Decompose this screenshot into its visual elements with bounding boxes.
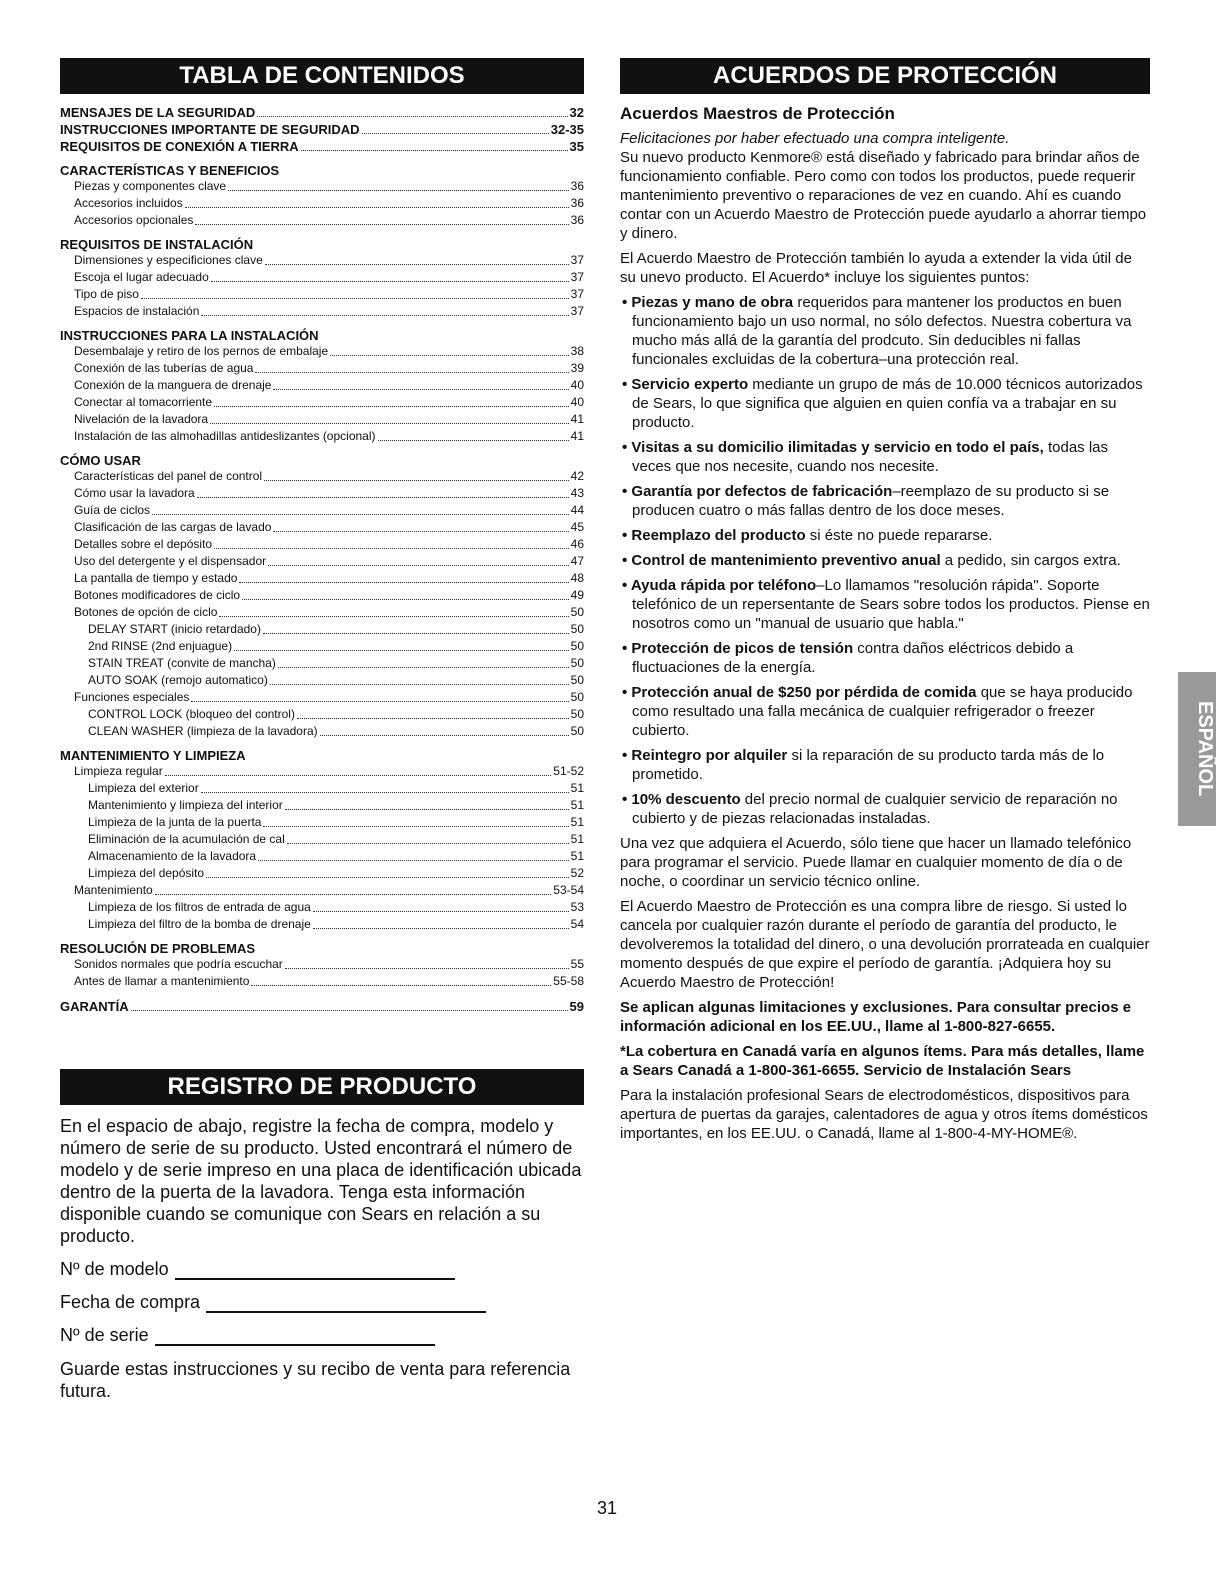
registro-field: Fecha de compra <box>60 1292 584 1313</box>
toc-entry: Sonidos normales que podría escuchar 55 <box>74 957 584 971</box>
acuerdos-subtitle: Acuerdos Maestros de Protección <box>620 104 895 123</box>
toc-entry: Accesorios incluidos 36 <box>74 196 584 210</box>
toc-entry: Limpieza del depósito 52 <box>88 866 584 880</box>
congrats-text: Felicitaciones por haber efectuado una compra inteligente. <box>620 130 1010 147</box>
toc-entry: Nivelación de la lavadora 41 <box>74 412 584 426</box>
benefit-item: • Servicio experto mediante un grupo de más de 10.000 técnicos autorizados de Sears, lo que significa que alguien en quien confía va a trabajar en su producto. <box>622 376 1143 431</box>
toc-entry: Almacenamiento de la lavadora 51 <box>88 849 584 863</box>
toc-entry: Espacios de instalación 37 <box>74 304 584 318</box>
toc-entry: Botones modificadores de ciclo 49 <box>74 588 584 602</box>
registro-intro: En el espacio de abajo, registre la fecha de compra, modelo y número de serie de su producto. Usted encontrará el número de modelo y de serie impreso en una placa de identificación ubicada dentro de la puerta de la lavadora. Tenga esta información disponible cuando se comunique con Sears en relación a su producto. <box>60 1116 582 1246</box>
registro-field: Nº de serie <box>60 1325 584 1346</box>
registro-footer: Guarde estas instrucciones y su recibo de venta para referencia futura. <box>60 1359 571 1401</box>
benefit-item: • Control de mantenimiento preventivo anual a pedido, sin cargos extra. <box>622 552 1121 569</box>
toc-entry: Mantenimiento 53-54 <box>74 883 584 897</box>
toc-entry: Conectar al tomacorriente 40 <box>74 395 584 409</box>
benefit-item: • Reemplazo del producto si éste no puede repararse. <box>622 527 993 544</box>
benefit-item: • Garantía por defectos de fabricación–reemplazo de su producto si se producen cuatro o más fallas dentro de los doce meses. <box>622 483 1110 519</box>
toc-section-heading: CÓMO USAR <box>60 453 141 468</box>
toc-entry: DELAY START (inicio retardado) 50 <box>88 622 584 636</box>
toc-entry: Instalación de las almohadillas antideslizantes (opcional) 41 <box>74 429 584 443</box>
toc-entry: CONTROL LOCK (bloqueo del control) 50 <box>88 707 584 721</box>
toc-entry: STAIN TREAT (convite de mancha) 50 <box>88 656 584 670</box>
toc-entry: Limpieza del filtro de la bomba de drenaje 54 <box>88 917 584 931</box>
benefit-item: • Protección anual de $250 por pérdida de comida que se haya producido como resultado una falla mecánica de cualquier refrigerador o freezer cubierto. <box>622 684 1133 739</box>
benefit-item: • Visitas a su domicilio ilimitadas y servicio en todo el país, todas las veces que nos necesite, cuando nos necesite. <box>622 439 1109 475</box>
toc-entry: La pantalla de tiempo y estado 48 <box>74 571 584 585</box>
toc-entry: Accesorios opcionales 36 <box>74 213 584 227</box>
toc-section-heading: RESOLUCIÓN DE PROBLEMAS <box>60 941 256 956</box>
side-tab: ESPAÑOL <box>1178 672 1216 826</box>
toc-entry: Uso del detergente y el dispensador 47 <box>74 554 584 568</box>
limitations-note: Se aplican algunas limitaciones y exclusiones. Para consultar precios e información adicional en los EE.UU., llame al 1-800-827-6655. <box>620 999 1132 1035</box>
toc-entry: REQUISITOS DE CONEXIÓN A TIERRA 35 <box>60 139 584 154</box>
toc-section-heading: CARACTERÍSTICAS Y BENEFICIOS <box>60 163 280 178</box>
toc-entry: Limpieza del exterior 51 <box>88 781 584 795</box>
toc-title: TABLA DE CONTENIDOS <box>60 58 584 94</box>
toc-entry: Limpieza regular 51-52 <box>74 764 584 778</box>
paragraph-2: El Acuerdo Maestro de Protección también lo ayuda a extender la vida útil de su unevo producto. El Acuerdo* incluye los siguientes puntos: <box>620 250 1132 286</box>
toc-entry: Conexión de la manguera de drenaje 40 <box>74 378 584 392</box>
toc-entry: Escoja el lugar adecuado 37 <box>74 270 584 284</box>
toc-entry: Conexión de las tuberías de agua 39 <box>74 361 584 375</box>
toc-entry: CLEAN WASHER (limpieza de la lavadora) 50 <box>88 724 584 738</box>
toc-entry: Limpieza de los filtros de entrada de agua 53 <box>88 900 584 914</box>
registro-title: REGISTRO DE PRODUCTO <box>60 1069 584 1105</box>
toc-section-heading: MANTENIMIENTO Y LIMPIEZA <box>60 748 246 763</box>
toc-entry: Desembalaje y retiro de los pernos de embalaje 38 <box>74 344 584 358</box>
toc-entry: GARANTÍA 59 <box>60 999 584 1014</box>
toc-entry: Limpieza de la junta de la puerta 51 <box>88 815 584 829</box>
toc-entry: Funciones especiales 50 <box>74 690 584 704</box>
paragraph-4: El Acuerdo Maestro de Protección es una compra libre de riesgo. Si usted lo cancela por cualquier razón durante el período de garantía del producto, le devolveremos la totalidad del dinero, o una devolución prorrateada en cualquier momento después de que expire el período de garantía. ¡Adquiera hoy su Acuerdo Maestro de Protección! <box>620 898 1150 991</box>
toc-entry: AUTO SOAK (remojo automatico) 50 <box>88 673 584 687</box>
toc-entry: Botones de opción de ciclo 50 <box>74 605 584 619</box>
benefit-list <box>620 293 1150 828</box>
table-of-contents <box>60 104 584 1015</box>
benefit-item: • Protección de picos de tensión contra daños eléctricos debido a fluctuaciones de la energía. <box>622 640 1074 676</box>
toc-entry: Cómo usar la lavadora 43 <box>74 486 584 500</box>
benefit-item: • Reintegro por alquiler si la reparación de su producto tarda más de lo prometido. <box>622 747 1105 783</box>
paragraph-1: Su nuevo producto Kenmore® está diseñado y fabricado para brindar años de funcionamiento confiable. Pero como con todos los productos, puede requerir mantenimiento preventivo o reparaciones de vez en cuando. Ahí es cuando contar con un Acuerdo Maestro de Protección puede ayudarlo a ahorrar tiempo y dinero. <box>620 149 1147 242</box>
benefit-item: • 10% descuento del precio normal de cualquier servicio de reparación no cubierto y de piezas relacionadas instaladas. <box>622 791 1118 827</box>
toc-section-heading: REQUISITOS DE INSTALACIÓN <box>60 237 254 252</box>
registro-fields <box>60 1259 584 1346</box>
toc-entry: Tipo de piso 37 <box>74 287 584 301</box>
left-column <box>60 58 584 1402</box>
toc-entry: Antes de llamar a mantenimiento 55-58 <box>74 974 584 988</box>
toc-section-heading: INSTRUCCIONES PARA LA INSTALACIÓN <box>60 328 319 343</box>
benefit-item: • Ayuda rápida por teléfono–Lo llamamos "resolución rápida". Soporte telefónico de un repersentante de Sears sobre todos los productos. Piense en nosotros como un "manual de usuario que habla." <box>622 577 1150 632</box>
page-number: 31 <box>597 1498 618 1518</box>
toc-entry: Clasificación de las cargas de lavado 45 <box>74 520 584 534</box>
toc-entry: Guía de ciclos 44 <box>74 503 584 517</box>
toc-entry: INSTRUCCIONES IMPORTANTE DE SEGURIDAD 32-35 <box>60 122 584 137</box>
toc-entry: 2nd RINSE (2nd enjuague) 50 <box>88 639 584 653</box>
registro-field: Nº de modelo <box>60 1259 584 1280</box>
toc-entry: Características del panel de control 42 <box>74 469 584 483</box>
toc-entry: Mantenimiento y limpieza del interior 51 <box>88 798 584 812</box>
right-column <box>620 58 1150 1149</box>
toc-entry: Piezas y componentes clave 36 <box>74 179 584 193</box>
toc-entry: Detalles sobre el depósito 46 <box>74 537 584 551</box>
acuerdos-title: ACUERDOS DE PROTECCIÓN <box>620 58 1150 94</box>
paragraph-3: Una vez que adquiera el Acuerdo, sólo tiene que hacer un llamado telefónico para programar el servicio. Puede llamar en cualquier momento de día o de noche, o coordinar un servicio técnico online. <box>620 835 1132 890</box>
toc-entry: Dimensiones y especificiones clave 37 <box>74 253 584 267</box>
benefit-item: • Piezas y mano de obra requeridos para mantener los productos en buen funcionamiento bajo un uso normal, no sólo defectos. Nuestra cobertura va mucho más allá de la garantía del prodcuto. Sin deducibles ni fallas funcionales excluidas de la cobertura–una protección real. <box>622 294 1132 368</box>
toc-entry: MENSAJES DE LA SEGURIDAD 32 <box>60 105 584 120</box>
installation-text: Para la instalación profesional Sears de electrodomésticos, dispositivos para apertura de puertas da garajes, calentadores de agua y otros ítems domésticos importantes, en los EE.UU. o Canadá, llame al 1-800-4-MY-HOME®. <box>620 1087 1148 1142</box>
canada-note: *La cobertura en Canadá varía en algunos ítems. Para más detalles, llame a Sears Canadá a 1-800-361-6655. Servicio de Instalación Sears <box>620 1043 1145 1079</box>
toc-entry: Eliminación de la acumulación de cal 51 <box>88 832 584 846</box>
